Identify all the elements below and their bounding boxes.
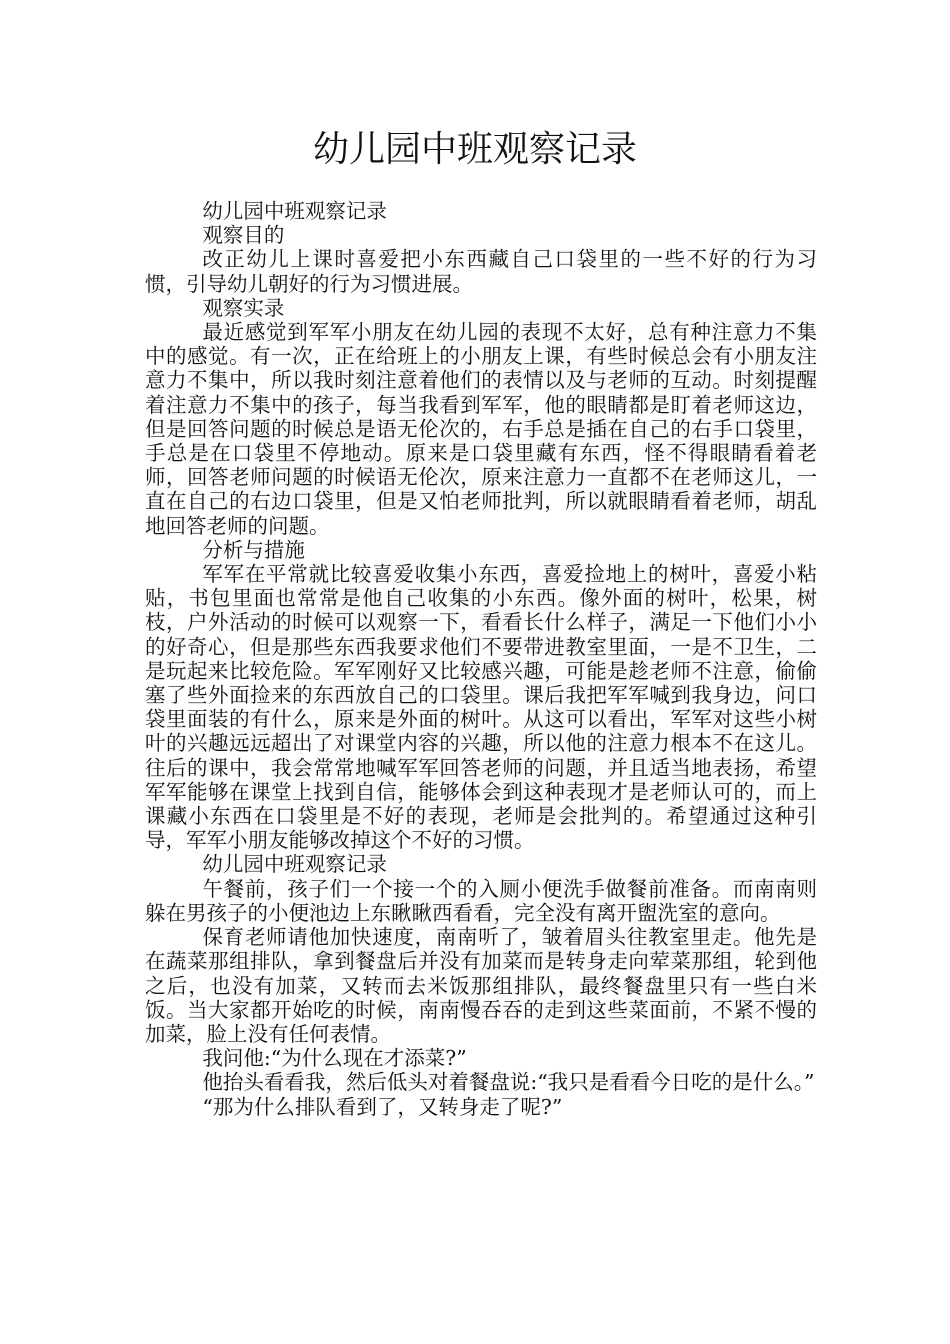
document-title: 幼儿园中班观察记录	[312, 129, 637, 170]
paragraph-heading-record-2: 幼儿园中班观察记录	[202, 852, 387, 877]
paragraph-heading-analysis: 分析与措施	[202, 537, 305, 562]
paragraph-heading-purpose: 观察目的	[202, 223, 285, 248]
paragraph-analysis: 军军在平常就比较喜爱收集小东西，喜爱捡地上的树叶，喜爱小粘贴，书包里面也常常是他自己收集的小东西。像外面的树叶，松果，树枝，户外活动的时候可以观察一下，看看长什么样子，满足一下他们小小的好奇心，但是那些东西我要求他们不要带进教室里面，一是不卫生，二是玩起来比较危险。军军刚好又比较感兴趣，可能是趁老师不注意，偷偷塞了些外面捡来的东西放自己的口袋里。课后我把军军喊到我身边，问口袋里面装的有什么，原来是外面的树叶。从这可以看出，军军对这些小树叶的兴趣远远超出了对课堂内容的兴趣，所以他的注意力根本不在这儿。往后的课中，我会常常地喊军军回答老师的问题，并且适当地表扬，希望军军能够在课堂上找到自信，能够体会到这种表现才是老师认可的，而上课藏小东西在口袋里是不好的表现，老师是会批判的。希望通过这种引导，军军小朋友能够改掉这个不好的习惯。	[145, 562, 817, 853]
paragraph-heading-record: 幼儿园中班观察记录	[202, 199, 387, 223]
paragraph-dialogue-2: 他抬头看看我，然后低头对着餐盘说:“我只是看看今日吃的是什么。”	[202, 1070, 815, 1095]
paragraph-purpose: 改正幼儿上课时喜爱把小东西藏自己口袋里的一些不好的行为习惯，引导幼儿朝好的行为习惯进展。	[145, 247, 817, 296]
paragraph-heading-observation: 观察实录	[202, 295, 285, 320]
paragraph-dialogue-3: “那为什么排队看到了，又转身走了呢?”	[202, 1094, 563, 1119]
paragraph-lunch-2: 保育老师请他加快速度，南南听了，皱着眉头往教室里走。他先是在蔬菜那组排队，拿到餐盘后并没有加菜而是转身走向荤菜那组，轮到他之后，也没有加菜，又转而去米饭那组排队，最终餐盘里只有一些白米饭。当大家都开始吃的时候，南南慢吞吞的走到这些菜面前，不紧不慢的加菜，脸上没有任何表情。	[145, 925, 817, 1046]
paragraph-observation: 最近感觉到军军小朋友在幼儿园的表现不太好，总有种注意力不集中的感觉。有一次，正在给班上的小朋友上课，有些时候总会有小朋友注意力不集中，所以我时刻注意着他们的表情以及与老师的互动。时刻提醒着注意力不集中的孩子，每当我看到军军，他的眼睛都是盯着老师这边，但是回答问题的时候总是语无伦次的，右手总是插在自己的右手口袋里，手总是在口袋里不停地动。原来是口袋里藏有东西，怪不得眼睛看着老师，回答老师问题的时候语无伦次，原来注意力一直都不在老师这儿，一直在自己的右边口袋里，但是又怕老师批判，所以就眼睛看着老师，胡乱地回答老师的问题。	[145, 320, 817, 538]
document-body	[145, 199, 817, 1119]
paragraph-lunch-1: 午餐前，孩子们一个接一个的入厕小便洗手做餐前准备。而南南则躲在男孩子的小便池边上东瞅瞅西看看，完全没有离开盥洗室的意向。	[145, 876, 817, 925]
paragraph-dialogue-1: 我问他:“为什么现在才添菜?”	[202, 1046, 467, 1071]
